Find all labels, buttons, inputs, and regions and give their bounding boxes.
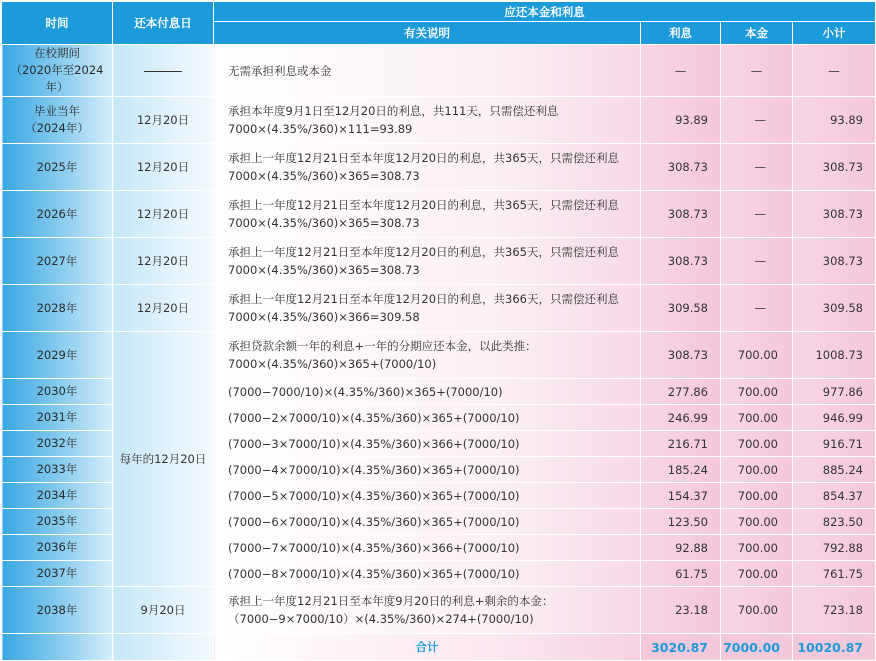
header-principal: 本金	[721, 22, 793, 45]
principal-cell: —	[721, 191, 793, 238]
time-cell: 2032年	[2, 431, 113, 457]
description-cell	[214, 144, 641, 191]
time-cell	[2, 97, 113, 144]
interest-cell: 93.89	[641, 97, 721, 144]
time-cell: 2033年	[2, 457, 113, 483]
principal-cell: 700.00	[721, 509, 793, 535]
subtotal-cell: 723.18	[793, 587, 876, 634]
interest-cell: 308.73	[641, 238, 721, 285]
subtotal-cell: 308.73	[793, 144, 876, 191]
description-line: 承担上一年度12月21日至本年度12月20日的利息，共365天，只需偿还利息	[228, 245, 619, 259]
formula-line: 7000×(4.35%/360)×366=309.58	[228, 310, 420, 324]
description-cell: (7000−5×7000/10)×(4.35%/360)×365+(7000/10)	[214, 483, 641, 509]
header-principal-interest: 应还本金和利息	[214, 2, 876, 22]
time-cell: 2028年	[2, 285, 113, 332]
subtotal-cell: 823.50	[793, 509, 876, 535]
formula-line: 7000×(4.35%/360)×365=308.73	[228, 263, 420, 277]
description-cell	[214, 332, 641, 379]
subtotal-cell: 916.71	[793, 431, 876, 457]
interest-cell: 246.99	[641, 405, 721, 431]
interest-cell: 308.73	[641, 191, 721, 238]
time-label: 毕业当年	[34, 104, 80, 118]
interest-cell: 309.58	[641, 285, 721, 332]
principal-cell: 700.00	[721, 483, 793, 509]
principal-cell: —	[721, 238, 793, 285]
description-cell: (7000−6×7000/10)×(4.35%/360)×365+(7000/10)	[214, 509, 641, 535]
due-cell: 9月20日	[113, 587, 214, 634]
due-cell: 12月20日	[113, 238, 214, 285]
description-line: 承担上一年度12月21日至本年度9月20日的利息+剩余的本金：	[228, 594, 554, 608]
description-cell	[214, 97, 641, 144]
time-cell: 2036年	[2, 535, 113, 561]
description-cell: (7000−4×7000/10)×(4.35%/360)×365+(7000/10)	[214, 457, 641, 483]
due-cell: 12月20日	[113, 285, 214, 332]
description-cell: (7000−2×7000/10)×(4.35%/360)×365+(7000/10)	[214, 405, 641, 431]
principal-cell: 700.00	[721, 561, 793, 587]
description-cell	[214, 238, 641, 285]
total-interest: 3020.87	[641, 634, 721, 661]
subtotal-cell: 946.99	[793, 405, 876, 431]
interest-cell: 23.18	[641, 587, 721, 634]
time-sublabel: （2020年至2024年）	[10, 63, 104, 94]
interest-cell: 154.37	[641, 483, 721, 509]
total-label: 合计	[214, 634, 641, 661]
repayment-table	[1, 1, 876, 661]
table-row	[2, 587, 876, 634]
principal-cell: 700.00	[721, 431, 793, 457]
table-row	[2, 144, 876, 191]
principal-cell: 700.00	[721, 457, 793, 483]
time-cell: 2030年	[2, 379, 113, 405]
formula-line: 7000×(4.35%/360)×365=308.73	[228, 169, 420, 183]
interest-cell: 185.24	[641, 457, 721, 483]
principal-cell: —	[721, 285, 793, 332]
table-row	[2, 191, 876, 238]
time-cell: 2027年	[2, 238, 113, 285]
description-line: 承担上一年度12月21日至本年度12月20日的利息，共365天，只需偿还利息	[228, 198, 619, 212]
description-line: 承担贷款余额一年的利息+一年的分期应还本金，以此类推：	[228, 339, 537, 353]
description-cell: 无需承担利息或本金	[214, 45, 641, 97]
formula-line: （7000−9×7000/10）×(4.35%/360)×274+(7000/10)	[228, 612, 534, 626]
empty-dash-line	[144, 71, 182, 72]
time-cell	[2, 45, 113, 97]
subtotal-cell: 1008.73	[793, 332, 876, 379]
formula-line: 7000×(4.35%/360)×365=308.73	[228, 216, 420, 230]
time-label: 在校期间	[34, 46, 80, 60]
total-principal: 7000.00	[721, 634, 793, 661]
header-time: 时间	[2, 2, 113, 45]
table-row	[2, 45, 876, 97]
subtotal-cell: 93.89	[793, 97, 876, 144]
subtotal-cell: 977.86	[793, 379, 876, 405]
interest-cell: 216.71	[641, 431, 721, 457]
interest-cell: 61.75	[641, 561, 721, 587]
interest-cell: 308.73	[641, 332, 721, 379]
description-cell: (7000−7000/10)×(4.35%/360)×365+(7000/10)	[214, 379, 641, 405]
subtotal-cell: 308.73	[793, 238, 876, 285]
principal-cell: —	[721, 45, 793, 97]
description-cell: (7000−8×7000/10)×(4.35%/360)×365+(7000/10)	[214, 561, 641, 587]
description-line: 承担本年度9月1日至12月20日的利息，共111天，只需偿还利息	[228, 104, 559, 118]
time-cell: 2037年	[2, 561, 113, 587]
time-cell: 2025年	[2, 144, 113, 191]
table-row	[2, 238, 876, 285]
principal-cell: —	[721, 144, 793, 191]
subtotal-cell: 854.37	[793, 483, 876, 509]
description-line: 承担上一年度12月21日至本年度12月20日的利息，共366天，只需偿还利息	[228, 292, 619, 306]
total-row	[2, 634, 876, 661]
description-cell: (7000−3×7000/10)×(4.35%/360)×366+(7000/10)	[214, 431, 641, 457]
principal-cell: 700.00	[721, 587, 793, 634]
time-cell: 2031年	[2, 405, 113, 431]
interest-cell: 92.88	[641, 535, 721, 561]
description-cell	[214, 587, 641, 634]
due-cell	[113, 45, 214, 97]
table-row	[2, 285, 876, 332]
table-row	[2, 97, 876, 144]
formula-line: 7000×(4.35%/360)×111=93.89	[228, 122, 413, 136]
subtotal-cell: 792.88	[793, 535, 876, 561]
header-subtotal: 小计	[793, 22, 876, 45]
principal-cell: 700.00	[721, 535, 793, 561]
total-empty-time	[2, 634, 113, 661]
principal-cell: 700.00	[721, 332, 793, 379]
time-cell: 2034年	[2, 483, 113, 509]
interest-cell: 123.50	[641, 509, 721, 535]
due-cell: 12月20日	[113, 144, 214, 191]
subtotal-cell: 885.24	[793, 457, 876, 483]
header-due-date: 还本付息日	[113, 2, 214, 45]
formula-line: 7000×(4.35%/360)×365+(7000/10)	[228, 357, 437, 371]
header-description: 有关说明	[214, 22, 641, 45]
interest-cell: —	[641, 45, 721, 97]
table-row	[2, 332, 876, 379]
total-empty-due	[113, 634, 214, 661]
subtotal-cell: —	[793, 45, 876, 97]
merged-due-cell: 每年的12月20日	[113, 332, 214, 587]
header-interest: 利息	[641, 22, 721, 45]
header-row-top	[2, 2, 876, 22]
time-cell: 2029年	[2, 332, 113, 379]
principal-cell: 700.00	[721, 405, 793, 431]
time-cell: 2026年	[2, 191, 113, 238]
due-cell: 12月20日	[113, 97, 214, 144]
due-cell: 12月20日	[113, 191, 214, 238]
principal-cell: —	[721, 97, 793, 144]
subtotal-cell: 761.75	[793, 561, 876, 587]
principal-cell: 700.00	[721, 379, 793, 405]
interest-cell: 308.73	[641, 144, 721, 191]
description-cell: (7000−7×7000/10)×(4.35%/360)×366+(7000/10)	[214, 535, 641, 561]
description-cell	[214, 191, 641, 238]
time-cell: 2035年	[2, 509, 113, 535]
subtotal-cell: 309.58	[793, 285, 876, 332]
interest-cell: 277.86	[641, 379, 721, 405]
description-line: 承担上一年度12月21日至本年度12月20日的利息，共365天，只需偿还利息	[228, 151, 619, 165]
subtotal-cell: 308.73	[793, 191, 876, 238]
time-sublabel: （2024年）	[25, 121, 89, 135]
time-cell: 2038年	[2, 587, 113, 634]
description-cell	[214, 285, 641, 332]
total-subtotal: 10020.87	[793, 634, 876, 661]
